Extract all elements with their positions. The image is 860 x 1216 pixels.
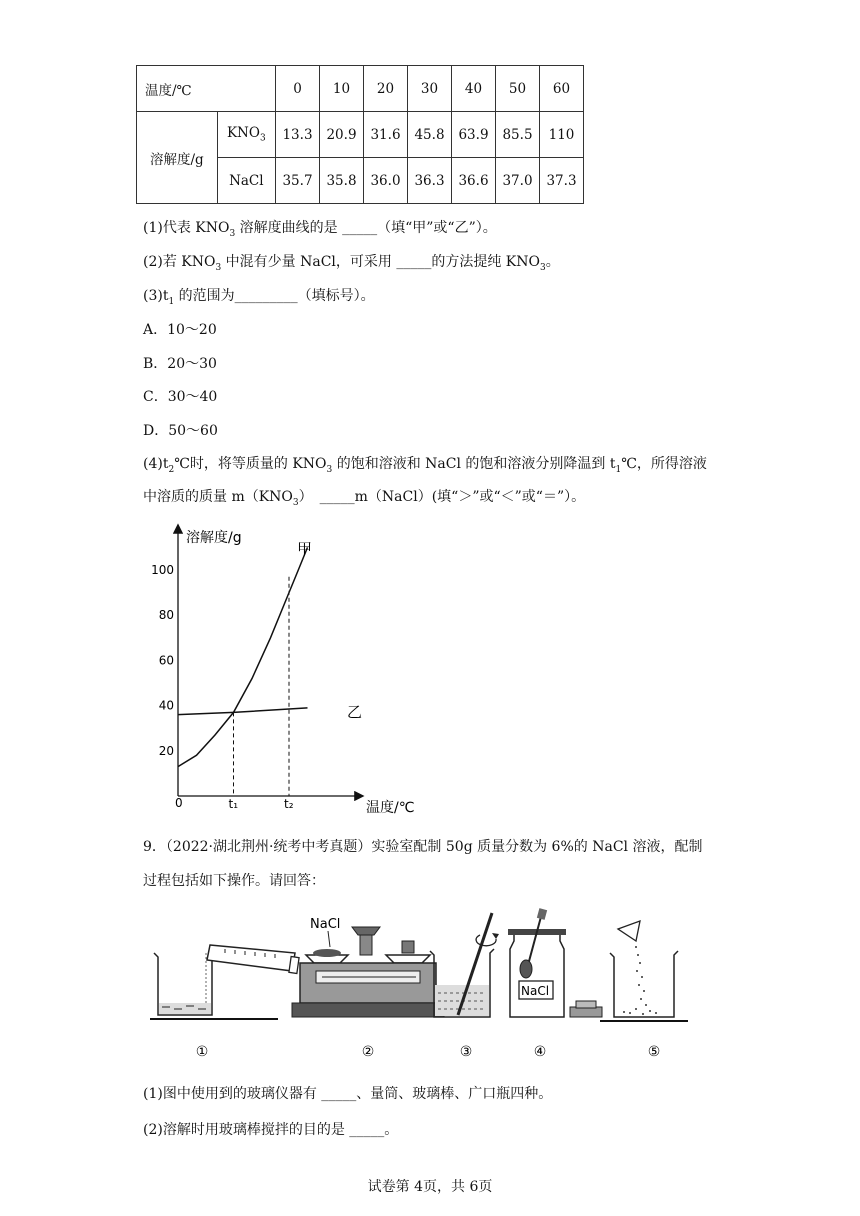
text: ℃时，将等质量的 KNO: [174, 456, 327, 472]
page-footer: 试卷第 4页，共 6页: [367, 1179, 493, 1195]
text: m（NaCl）(填“＞”或“＜”或“＝”）。: [354, 489, 586, 505]
option-b: B．20～30: [143, 356, 217, 372]
table-cell: 36.6: [452, 158, 496, 204]
table-cell: 85.5: [496, 112, 540, 158]
table-cell: 35.8: [320, 158, 364, 204]
subscript: 1: [615, 464, 622, 475]
table-cell: 35.7: [276, 158, 320, 204]
subscript: 3: [215, 262, 222, 273]
beaker-with-rod: [430, 913, 499, 1017]
table-cell: 110: [540, 112, 584, 158]
step-5-label: ⑤: [647, 1044, 661, 1060]
table-cell: 36.0: [364, 158, 408, 204]
y-tick-label: 20: [158, 743, 174, 758]
answer-blank: _____: [342, 220, 378, 236]
option-d: D．50～60: [143, 423, 218, 439]
table-row: [137, 112, 584, 158]
text: ℃，所得溶液: [621, 456, 707, 472]
question-1: [143, 218, 497, 244]
subquestion-1: [143, 1084, 552, 1104]
text: 溶解度曲线的是: [235, 220, 343, 236]
reagent-bottle: [508, 908, 602, 1017]
answer-blank: _____: [349, 1122, 385, 1138]
table-cell: 40: [452, 66, 496, 112]
series-label-yi: 乙: [347, 703, 363, 721]
solubility-header: 溶解度/g: [137, 112, 218, 204]
text: (4)t: [143, 456, 169, 472]
beaker-pouring-solid: [600, 921, 688, 1021]
beaker-with-cylinder: [150, 945, 299, 1019]
text: 。: [384, 1122, 399, 1138]
table-cell: 45.8: [408, 112, 452, 158]
step-2-label: ②: [361, 1044, 375, 1060]
text: 中溶质的质量 m（KNO: [143, 489, 293, 505]
subscript: 2: [168, 464, 175, 475]
text: 的方法提纯 KNO: [431, 254, 540, 270]
text: (3)t: [143, 288, 169, 304]
subscript: 3: [292, 497, 299, 508]
table-row: [137, 66, 584, 112]
series-yi-curve: [178, 708, 308, 715]
step-1-label: ①: [195, 1044, 209, 1060]
subscript: 3: [539, 262, 546, 273]
step-4-label: ④: [533, 1044, 547, 1060]
y-ticks: [151, 563, 174, 758]
answer-blank: _____: [321, 1086, 357, 1102]
question-9-line-1: 9．（2022·湖北荆州·统考中考真题）实验室配制 50g 质量分数为 6%的 NaCl 溶液，配制: [143, 839, 703, 855]
table-cell: 37.0: [496, 158, 540, 204]
text: （填“甲”或“乙”）。: [377, 220, 497, 236]
solubility-table: [136, 65, 584, 204]
table-cell: 50: [496, 66, 540, 112]
subscript: 1: [168, 296, 175, 307]
nacl-bottle-label: NaCl: [521, 984, 550, 998]
substance-name: NaCl: [217, 158, 275, 204]
table-cell: 13.3: [276, 112, 320, 158]
question-9-line-2: 过程包括如下操作。请回答：: [143, 873, 325, 889]
solubility-chart: [151, 520, 440, 820]
x-tick-label: t₁: [228, 797, 239, 811]
y-tick-label: 40: [158, 698, 174, 713]
table-cell: 31.6: [364, 112, 408, 158]
subscript: 3: [229, 228, 236, 239]
answer-blank: _____: [396, 254, 432, 270]
text: (2)溶解时用玻璃棒搅拌的目的是: [143, 1122, 350, 1138]
subscript: 3: [259, 133, 266, 144]
answer-blank: _____: [319, 489, 355, 505]
answer-blank: _________: [234, 288, 298, 304]
text: (1)代表 KNO: [143, 220, 230, 236]
text: (2)若 KNO: [143, 254, 216, 270]
substance-name: KNO: [226, 125, 260, 142]
table-cell: 30: [408, 66, 452, 112]
text: （填标号）。: [297, 288, 375, 304]
y-tick-label: 100: [151, 563, 174, 577]
question-3: [143, 286, 375, 312]
y-axis-label: 溶解度/g: [186, 530, 242, 546]
series-jia-curve: [178, 547, 308, 766]
table-cell: 20.9: [320, 112, 364, 158]
y-tick-label: 80: [158, 608, 174, 623]
x-tick-label: t₂: [284, 797, 294, 811]
text: 中混有少量 NaCl，可采用: [221, 254, 397, 270]
question-2: [143, 252, 560, 278]
balance-scale: [292, 917, 444, 1017]
table-cell: 20: [364, 66, 408, 112]
table-cell: 36.3: [408, 158, 452, 204]
temp-header: 温度/℃: [137, 66, 276, 112]
text: 、量筒、玻璃棒、广口瓶四种。: [356, 1086, 553, 1102]
x-tick-label: 0: [175, 796, 183, 810]
text: 的范围为: [174, 288, 235, 304]
subquestion-2: [143, 1120, 398, 1140]
table-cell: 63.9: [452, 112, 496, 158]
text: ）: [298, 489, 320, 505]
question-4-line-2: [143, 487, 585, 513]
option-a: A．10～20: [143, 322, 217, 338]
table-cell: 0: [276, 66, 320, 112]
text: (1)图中使用到的玻璃仪器有: [143, 1086, 322, 1102]
substance-cell: [217, 112, 275, 158]
table-cell: 60: [540, 66, 584, 112]
option-c: C．30～40: [143, 389, 218, 405]
y-tick-label: 60: [158, 653, 174, 668]
table-cell: 10: [320, 66, 364, 112]
step-3-label: ③: [459, 1044, 473, 1060]
text: 。: [545, 254, 560, 270]
question-4-line-1: [143, 454, 707, 480]
table-cell: 37.3: [540, 158, 584, 204]
nacl-label: NaCl: [310, 917, 341, 932]
x-axis-label: 温度/℃: [366, 800, 415, 816]
text: 的饱和溶液和 NaCl 的饱和溶液分别降温到 t: [332, 456, 616, 472]
subscript: 3: [326, 464, 333, 475]
series-label-jia: 甲: [297, 540, 313, 558]
experiment-figure: [140, 905, 700, 1065]
